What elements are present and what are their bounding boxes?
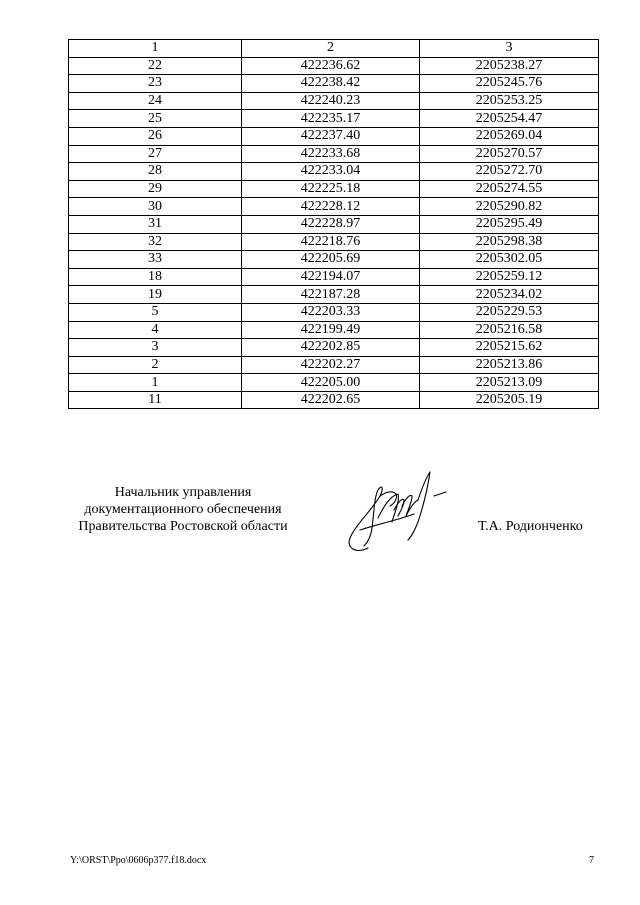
cell-y-coordinate: 2205302.05 <box>420 251 599 269</box>
cell-y-coordinate: 2205215.62 <box>420 339 599 357</box>
cell-point-number: 30 <box>69 198 242 216</box>
cell-y-coordinate: 2205205.19 <box>420 391 599 409</box>
cell-point-number: 23 <box>69 75 242 93</box>
table-row <box>69 57 599 75</box>
footer-page-number: 7 <box>589 855 594 866</box>
cell-x-coordinate: 422203.33 <box>242 303 420 321</box>
table-row <box>69 198 599 216</box>
cell-x-coordinate: 422225.18 <box>242 180 420 198</box>
cell-x-coordinate: 422205.00 <box>242 374 420 392</box>
table-row <box>69 215 599 233</box>
table-header-row <box>69 40 599 58</box>
table-row <box>69 356 599 374</box>
cell-point-number: 19 <box>69 286 242 304</box>
cell-x-coordinate: 422202.27 <box>242 356 420 374</box>
cell-x-coordinate: 422237.40 <box>242 127 420 145</box>
table-row <box>69 286 599 304</box>
cell-x-coordinate: 422238.42 <box>242 75 420 93</box>
cell-point-number: 26 <box>69 127 242 145</box>
cell-y-coordinate: 2205234.02 <box>420 286 599 304</box>
cell-y-coordinate: 2205295.49 <box>420 215 599 233</box>
cell-y-coordinate: 2205269.04 <box>420 127 599 145</box>
cell-y-coordinate: 2205254.47 <box>420 110 599 128</box>
table-row <box>69 251 599 269</box>
cell-y-coordinate: 2205274.55 <box>420 180 599 198</box>
table-row <box>69 268 599 286</box>
cell-x-coordinate: 422235.17 <box>242 110 420 128</box>
signatory-name: Т.А. Родионченко <box>478 519 583 534</box>
header-cell-x: 2 <box>242 40 420 58</box>
table-row <box>69 339 599 357</box>
coordinates-table-body <box>69 40 599 409</box>
cell-x-coordinate: 422205.69 <box>242 251 420 269</box>
cell-x-coordinate: 422218.76 <box>242 233 420 251</box>
cell-y-coordinate: 2205298.38 <box>420 233 599 251</box>
table-row <box>69 321 599 339</box>
cell-point-number: 29 <box>69 180 242 198</box>
table-row <box>69 303 599 321</box>
cell-y-coordinate: 2205253.25 <box>420 92 599 110</box>
cell-y-coordinate: 2205270.57 <box>420 145 599 163</box>
cell-point-number: 3 <box>69 339 242 357</box>
cell-x-coordinate: 422202.65 <box>242 391 420 409</box>
cell-y-coordinate: 2205213.09 <box>420 374 599 392</box>
cell-point-number: 11 <box>69 391 242 409</box>
cell-y-coordinate: 2205290.82 <box>420 198 599 216</box>
cell-y-coordinate: 2205213.86 <box>420 356 599 374</box>
table-row <box>69 75 599 93</box>
cell-x-coordinate: 422228.12 <box>242 198 420 216</box>
cell-point-number: 18 <box>69 268 242 286</box>
cell-point-number: 4 <box>69 321 242 339</box>
footer-file-path: Y:\ORST\Ppo\0606p377.f18.docx <box>70 855 207 866</box>
table-row <box>69 374 599 392</box>
cell-point-number: 27 <box>69 145 242 163</box>
cell-x-coordinate: 422233.04 <box>242 163 420 181</box>
cell-point-number: 5 <box>69 303 242 321</box>
coordinates-table <box>68 39 599 409</box>
cell-x-coordinate: 422233.68 <box>242 145 420 163</box>
cell-y-coordinate: 2205259.12 <box>420 268 599 286</box>
handwritten-signature <box>338 466 453 558</box>
header-cell-point: 1 <box>69 40 242 58</box>
cell-point-number: 22 <box>69 57 242 75</box>
cell-x-coordinate: 422236.62 <box>242 57 420 75</box>
cell-point-number: 1 <box>69 374 242 392</box>
table-row <box>69 145 599 163</box>
table-row <box>69 92 599 110</box>
cell-x-coordinate: 422199.49 <box>242 321 420 339</box>
cell-y-coordinate: 2205229.53 <box>420 303 599 321</box>
cell-point-number: 31 <box>69 215 242 233</box>
table-row <box>69 127 599 145</box>
table-row <box>69 180 599 198</box>
cell-point-number: 33 <box>69 251 242 269</box>
signatory-title-line: Начальник управления <box>114 485 252 500</box>
cell-x-coordinate: 422228.97 <box>242 215 420 233</box>
signatory-title <box>58 484 308 535</box>
cell-point-number: 25 <box>69 110 242 128</box>
table-row <box>69 110 599 128</box>
cell-x-coordinate: 422187.28 <box>242 286 420 304</box>
cell-y-coordinate: 2205238.27 <box>420 57 599 75</box>
cell-y-coordinate: 2205272.70 <box>420 163 599 181</box>
cell-point-number: 24 <box>69 92 242 110</box>
cell-y-coordinate: 2205216.58 <box>420 321 599 339</box>
cell-point-number: 2 <box>69 356 242 374</box>
cell-x-coordinate: 422240.23 <box>242 92 420 110</box>
header-cell-y: 3 <box>420 40 599 58</box>
signatory-title-line: документационного обеспечения <box>84 502 282 517</box>
cell-x-coordinate: 422194.07 <box>242 268 420 286</box>
signatory-title-line: Правительства Ростовской области <box>78 519 288 534</box>
table-row <box>69 391 599 409</box>
cell-point-number: 28 <box>69 163 242 181</box>
cell-y-coordinate: 2205245.76 <box>420 75 599 93</box>
cell-x-coordinate: 422202.85 <box>242 339 420 357</box>
table-row <box>69 163 599 181</box>
cell-point-number: 32 <box>69 233 242 251</box>
table-row <box>69 233 599 251</box>
